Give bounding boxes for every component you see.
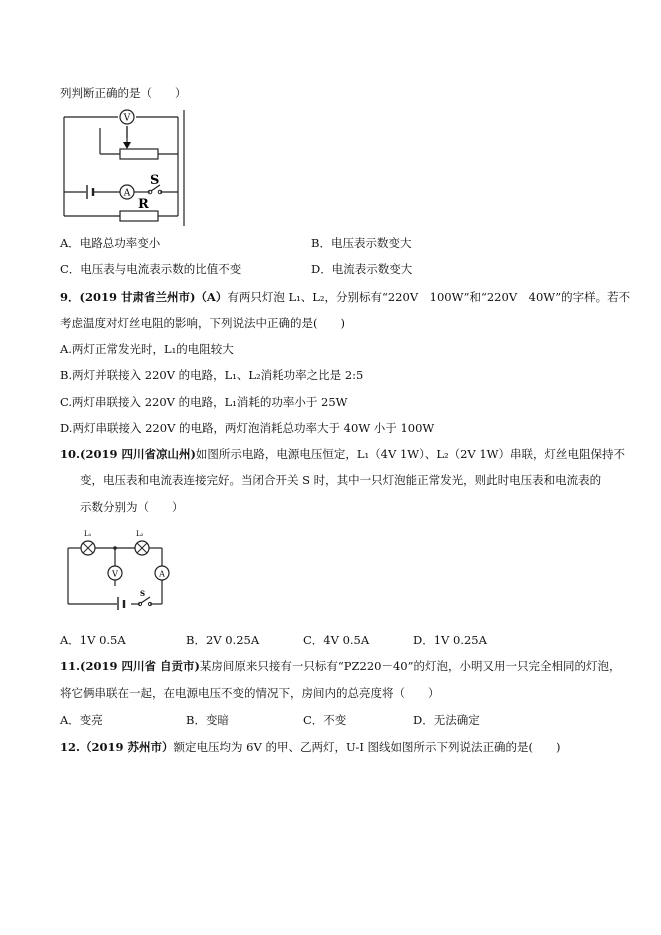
q11-stem-2: 将它俩串联在一起，在电源电压不变的情况下，房间内的总亮度将（ ） [60,686,440,700]
q9-option-b: B.两灯并联接入 220V 的电路，L₁、L₂消耗功率之比是 2:5 [60,368,364,382]
q11-line1 [60,659,621,673]
q8-circuit-diagram [60,108,190,230]
q11-option-a: A．变亮 [60,713,103,727]
q10-number: 10. [60,447,81,461]
q11-option-d: D．无法确定 [413,713,480,727]
q8-stem-tail: 列判断正确的是（ ） [60,86,187,100]
q10-stem-1: 如图所示电路，电源电压恒定，L₁（4V 1W）、L₂（2V 1W）串联，灯丝电阻保持不 [195,447,625,461]
q9-option-c: C.两灯串联接入 220V 的电路，L₁消耗的功率小于 25W [60,395,348,409]
q9-number: 9． [60,290,80,304]
q10-line1 [60,447,625,461]
q8-option-a: A．电路总功率变小 [60,236,161,250]
q11-option-b: B．变暗 [186,713,229,727]
q10-voltmeter-label: V [112,569,118,579]
q12-stem-1: 额定电压均为 6V 的甲、乙两灯，U-I 图线如图所示下列说法正确的是( ) [173,740,561,754]
q10-l2-label: L₂ [136,530,144,538]
q12-line1 [60,740,561,754]
q11-stem-1: 某房间原来只接有一只标有“PZ220－40”的灯泡，小明又用一只完全相同的灯泡， [199,659,621,673]
q11-source: (2019 四川省 自贡市) [80,659,200,673]
q10-l1-label: L₁ [84,530,92,538]
q9-stem-1: 有两只灯泡 L₁、L₂，分别标有“220V 100W”和“220V 40W”的字样。若不 [227,290,631,304]
q10-option-d: D．1V 0.25A [413,633,487,647]
q10-stem-2: 变，电压表和电流表连接完好。当闭合开关 S 时，其中一只灯泡能正常发光，则此时电压表和电流表的 [80,473,602,487]
q12-number: 12. [60,740,81,754]
rheostat-slider-icon [123,142,131,149]
q8-voltmeter-label: V [123,113,131,124]
q11-option-c: C．不变 [303,713,347,727]
q8-option-c: C．电压表与电流表示数的比值不变 [60,262,242,276]
q10-circuit-diagram [62,526,186,610]
q8-option-d: D．电流表示数变大 [311,262,413,276]
junction-dot [113,546,117,550]
q11-number: 11. [60,659,81,673]
q9-source: (2019 甘肃省兰州市)（A） [79,290,228,304]
q9-stem-2: 考虑温度对灯丝电阻的影响，下列说法中正确的是( ) [60,316,345,330]
q8-resistor-label: R [138,197,149,212]
q10-option-b: B．2V 0.25A [186,633,260,647]
q12-source: （2019 苏州市） [80,740,174,754]
q10-switch-label: S [140,589,146,598]
q8-switch-label: S [150,173,160,188]
q9-option-d: D.两灯串联接入 220V 的电路，两灯泡消耗总功率大于 40W 小于 100W [60,421,435,435]
q10-ammeter-label: A [159,569,165,579]
q9-line1 [60,290,630,304]
q10-source: (2019 四川省凉山州) [80,447,196,461]
q10-option-a: A．1V 0.5A [60,633,126,647]
q8-ammeter-label: A [123,188,131,199]
q10-option-c: C．4V 0.5A [303,633,370,647]
q10-stem-3: 示数分别为（ ） [80,500,184,514]
q8-option-b: B．电压表示数变大 [311,236,412,250]
q9-option-a: A.两灯正常发光时，L₁的电阻较大 [60,342,234,356]
